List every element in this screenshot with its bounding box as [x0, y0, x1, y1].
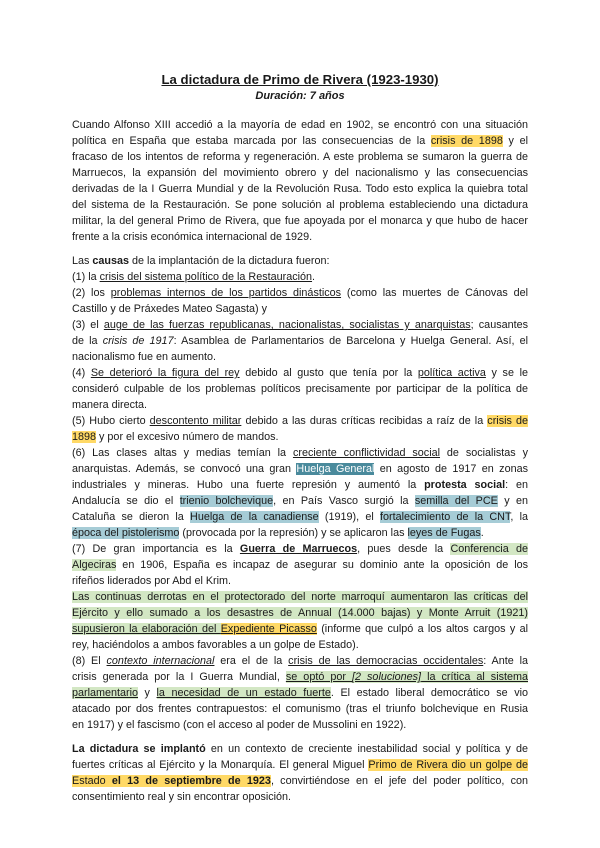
styled-text-run: descontento militar: [149, 415, 242, 427]
text-run: y: [138, 687, 157, 699]
text-run: , en País Vasco surgió la: [273, 495, 415, 507]
text-line: [72, 398, 528, 412]
text-run: (1) la: [72, 271, 100, 283]
text-run: (como las muertes de Cánovas del: [341, 287, 528, 299]
document-subtitle: Duración: 7 años: [255, 90, 345, 102]
styled-text-run: época del pistolerismo: [72, 527, 180, 539]
styled-text-run: se optó por: [285, 671, 352, 683]
text-run: fracaso de los intentos de reforma y regeneración. A este problema se sumaron la guerra de: [72, 151, 528, 163]
text-run: derivadas de la I Guerra Mundial y de la Revolución Rusa. Todo esto explica la quiebra total: [72, 183, 528, 195]
text-line: [72, 638, 528, 652]
text-run: debido al gusto que tenía por la: [239, 367, 418, 379]
styled-text-run: leyes de Fugas: [407, 527, 481, 539]
text-line: [72, 718, 528, 732]
styled-text-run: Ejército y ello sumado a los desastres de Annual (14.000 bajas) y Monte Arruit (1921): [72, 607, 528, 619]
text-run: crisis generada por la I Guerra Mundial,: [72, 671, 286, 683]
text-line: [72, 302, 528, 316]
text-run: atacado por dos frentes contrapuestos: el comunismo (tras el triunfo bolchevique en Rusia: [72, 703, 528, 715]
text-line: [72, 590, 528, 604]
styled-text-run: política activa: [417, 367, 486, 379]
text-run: rifeños liderados por Abd el Krim.: [72, 575, 232, 587]
text-run: era el de la: [214, 655, 289, 667]
text-line: [72, 686, 528, 700]
text-run: .: [480, 527, 484, 539]
text-run: (6) Las clases altas y medias temían la: [72, 447, 293, 459]
text-line: [72, 214, 528, 228]
styled-text-run: 1898: [72, 431, 97, 443]
text-run: . El estado liberal democrático se vio: [330, 687, 529, 699]
styled-text-run: Huelga de la canadiense: [190, 511, 319, 523]
styled-text-run: la crítica al sistema: [421, 671, 528, 683]
text-run: fuertes críticas al Ejército y la Monarquía. El general Miguel: [72, 759, 369, 771]
styled-text-run: [2 soluciones]: [352, 671, 422, 683]
styled-text-run: Las continuas derrotas en el protectorado del norte marroquí aumentaron las críticas del: [72, 591, 528, 603]
text-run: Las: [72, 255, 93, 267]
text-run: en agosto de 1917 en zonas: [374, 463, 528, 475]
text-run: (8) El: [72, 655, 107, 667]
text-run: consideró culpable de los problemas políticos precisamente por participar de la política de: [72, 383, 528, 395]
text-line: [72, 462, 528, 476]
styled-text-run: auge de las fuerzas republicanas, nacionalistas, socialistas y anarquistas: [103, 319, 471, 331]
text-line: [72, 430, 528, 444]
styled-text-run: trienio bolchevique: [179, 495, 274, 507]
text-run: (4): [72, 367, 91, 379]
text-run: militar, la del general Primo de Rivera, que fue apoyada por el monarca y que hubo de hacer: [72, 215, 528, 227]
text-line: [72, 702, 528, 716]
styled-text-run: Se deterioró la figura del rey: [90, 367, 240, 379]
text-run: frente a la crisis económica internacional de 1929.: [72, 231, 313, 243]
text-line: [72, 758, 528, 772]
text-line: [72, 334, 528, 348]
styled-text-run: fortalecimiento de la CNT: [379, 511, 511, 523]
text-line: [72, 510, 528, 524]
styled-text-run: la necesidad de un estado fuerte: [156, 687, 331, 699]
text-run: y el: [502, 135, 528, 147]
text-run: de la implantación de la dictadura fueron:: [129, 255, 330, 267]
text-run: (5) Hubo cierto: [72, 415, 150, 427]
text-line: [72, 150, 528, 164]
text-line: [72, 542, 528, 556]
text-run: (3) el: [72, 319, 104, 331]
text-line: [72, 166, 528, 180]
text-line: [72, 446, 528, 460]
styled-text-run: causas: [92, 255, 130, 267]
text-run: Andalucía se dio el: [72, 495, 180, 507]
styled-text-run: crisis de 1898: [430, 135, 503, 147]
text-run: Cuando Alfonso XIII accedió a la mayoría de edad en 1902, se encontró con una situación: [72, 119, 528, 131]
text-run: en 1906, España es incapaz de asegurar su dominio ante la oposición de los: [116, 559, 528, 571]
text-run: manera directa.: [72, 399, 148, 411]
text-line: [72, 526, 528, 540]
styled-text-run: semilla del PCE: [414, 495, 498, 507]
styled-text-run: Guerra de Marruecos: [239, 543, 358, 555]
text-line: [72, 574, 528, 588]
text-run: del sistema de la Restauración. Se pone solución al problema estableciendo una dictadura: [72, 199, 528, 211]
text-run: y se le: [485, 367, 528, 379]
styled-text-run: el 13 de septiembre de 1923: [111, 775, 271, 787]
text-run: y en: [497, 495, 528, 507]
text-run: : Ante la: [483, 655, 528, 667]
text-run: , la: [510, 511, 528, 523]
text-line: [72, 478, 528, 492]
text-line: [72, 366, 528, 380]
styled-text-run: Conferencia de: [450, 543, 528, 555]
text-line: [72, 286, 528, 300]
text-line: [72, 318, 528, 332]
styled-text-run: creciente conflictividad social: [292, 447, 441, 459]
text-run: Marruecos, la expansión del movimiento obrero y del nacionalismo y las consecuencias: [72, 167, 528, 179]
text-run: , convirtiéndose en el jefe del poder político, con: [270, 775, 528, 787]
styled-text-run: crisis de las democracias occidentales: [288, 655, 484, 667]
styled-text-run: Algeciras: [72, 559, 117, 571]
text-line: [72, 182, 528, 196]
text-run: Castillo y de Práxedes Mateo Sagasta) y: [72, 303, 268, 315]
text-line: [72, 670, 528, 684]
styled-text-run: problemas internos de los partidos dinásticos: [110, 287, 342, 299]
text-run: , pues desde la: [357, 543, 451, 555]
text-line: [72, 494, 528, 508]
text-line: [72, 414, 528, 428]
styled-text-run: crisis de 1917: [102, 335, 174, 347]
text-line: [72, 198, 528, 212]
text-line: [72, 622, 528, 636]
text-run: rey, haciéndolos a ambos favorables a un golpe de Estado).: [72, 639, 359, 651]
styled-text-run: crisis del sistema político de la Restauración: [99, 271, 313, 283]
text-line: [72, 558, 528, 572]
text-run: y por el excesivo número de mandos.: [96, 431, 279, 443]
styled-text-run: parlamentario: [72, 687, 139, 699]
text-run: anarquistas. Además, se convocó una gran: [72, 463, 297, 475]
text-run: de la: [72, 335, 103, 347]
text-line: [72, 270, 528, 284]
text-run: consentimiento real y sin encontrar oposición.: [72, 791, 292, 803]
text-line: [72, 606, 528, 620]
text-line: [72, 230, 528, 244]
text-run: (provocada por la represión) y se aplicaron las: [179, 527, 408, 539]
text-run: nacionalismo fue en aumento.: [72, 351, 217, 363]
text-run: : Asamblea de Parlamentarios de Barcelona y Huelga General. Así, el: [173, 335, 528, 347]
text-run: industriales y mineras. Hubo una fuerte represión y aumentó la: [72, 479, 425, 491]
text-run: debido a las duras críticas recibidas a raíz de la: [241, 415, 488, 427]
styled-text-run: Expediente Picasso: [220, 623, 317, 635]
text-line: [72, 350, 528, 364]
document-title: La dictadura de Primo de Rivera (1923-1930): [161, 72, 439, 87]
text-run: (informe que culpó a los altos cargos y al: [316, 623, 528, 635]
styled-text-run: La dictadura se implantó: [72, 743, 206, 755]
text-run: política en España que estaba marcada por las consecuencias de la: [72, 135, 431, 147]
styled-text-run: supusieron la elaboración del: [72, 623, 221, 635]
text-run: en 1917) y el fascismo (con el acceso al poder de Mussolini en 1922).: [72, 719, 407, 731]
styled-text-run: crisis de: [487, 415, 528, 427]
styled-text-run: Huelga General: [296, 463, 375, 475]
text-run: de socialistas y: [440, 447, 528, 459]
styled-text-run: Primo de Rivera dio un golpe de: [368, 759, 528, 771]
text-run: Cataluña se dieron la: [72, 511, 191, 523]
styled-text-run: protesta social: [424, 479, 506, 491]
text-line: [72, 382, 528, 396]
text-line: [72, 790, 528, 804]
text-run: (7) De gran importancia es la: [72, 543, 240, 555]
text-line: [72, 742, 528, 756]
text-run: : en: [505, 479, 528, 491]
text-run: en un contexto de creciente inestabilidad social y política y de: [205, 743, 528, 755]
text-line: [72, 254, 528, 268]
text-run: (2) los: [72, 287, 111, 299]
text-line: [72, 654, 528, 668]
text-line: [72, 134, 528, 148]
text-run: (1919), el: [318, 511, 380, 523]
styled-text-run: Estado: [72, 775, 112, 787]
text-run: .: [312, 271, 316, 283]
text-line: [72, 774, 528, 788]
styled-text-run: contexto internacional: [106, 655, 215, 667]
text-line: [72, 118, 528, 132]
text-run: ; causantes: [470, 319, 529, 331]
